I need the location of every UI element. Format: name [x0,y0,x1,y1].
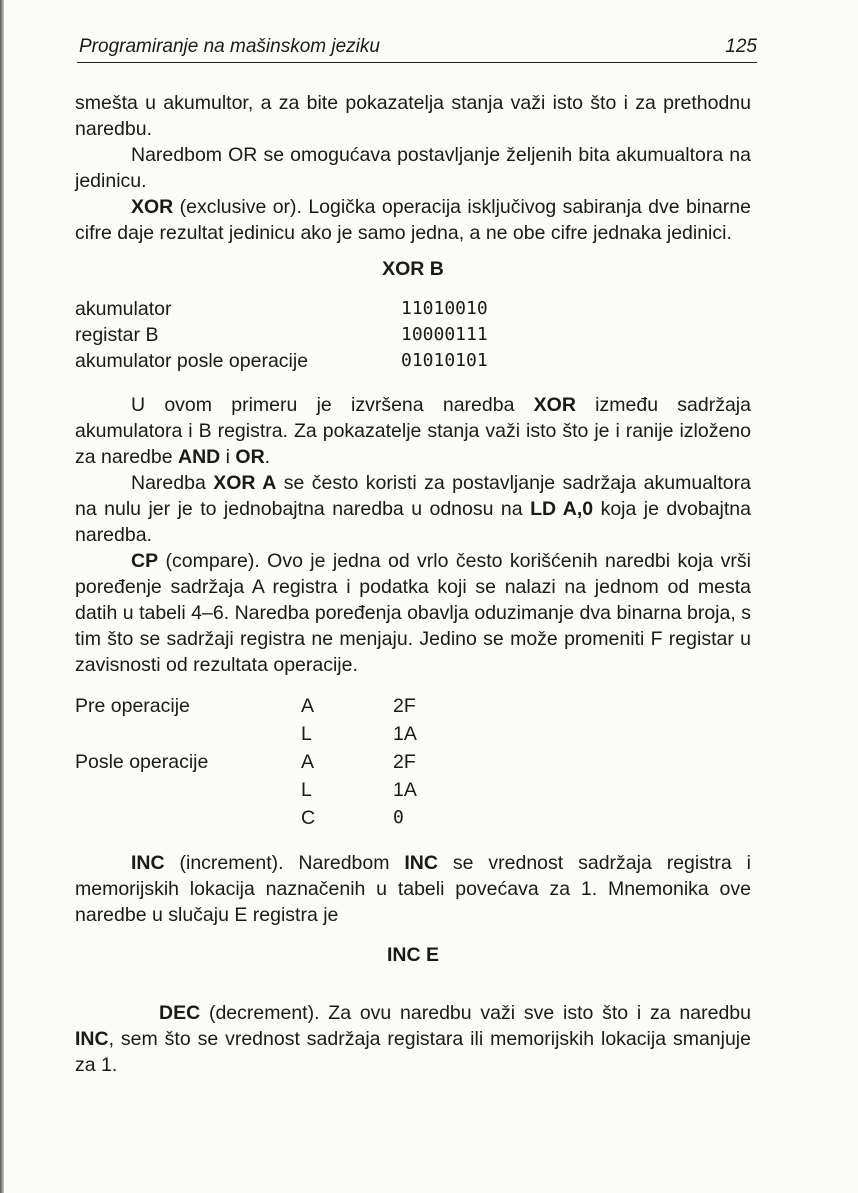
paragraph-cp [75,548,751,678]
text-run: . [264,446,271,468]
term-inc: INC [131,852,165,874]
paragraph-inc [75,850,751,928]
paragraph-continuation: smešta u akumultor, a za bite pokazatelja stanja važi isto što i za prethodnu naredbu. [75,92,751,140]
table-row [75,348,751,374]
inc-example-title: INC E [386,944,439,966]
text-run: (increment). Naredbom [164,852,405,874]
row-label: Posle operacije [75,751,209,773]
page-number: 125 [725,36,757,57]
text-run: se često koristi za postavljanje sadržaja akumualtora na nulu jer je to jednobajtna naredba u odnosu na [75,472,751,520]
paragraph-xor-text: (exclusive or). Logička operacija isključivog sabiranja dve binarne cifre daje rezultat jedinicu ako je samo jedna, a ne obe cifre jednaka jedinici. [75,196,751,244]
term-inc: INC [404,852,438,874]
text-run: (decrement). Za ovu naredbu važi sve isto što i za naredbu [200,1002,751,1024]
page-binding-edge [0,0,4,1193]
text-run: se vrednost sadržaja registra i memorijskih lokacija naznačenih u tabeli povećava za 1. Mnemonika ove naredbe u slučaju E registra je [75,852,751,926]
text-run: Naredba [131,472,214,494]
table-row [75,322,751,348]
row-value: 1A [393,723,417,745]
row-value: 01010101 [401,350,488,371]
row-register: C [301,807,316,829]
row-value: 2F [393,695,416,717]
term-xor: XOR [131,196,174,218]
row-register: L [301,723,312,745]
row-label: akumulator posle operacije [75,350,309,372]
term-ld-a0: LD A,0 [530,498,594,520]
row-value: 11010010 [401,298,488,319]
text-run: između sadržaja akumulatora i B registra. Za pokazatelje stanja važi isto što je i ranije izloženo za naredbe [75,394,751,468]
row-register: A [301,695,315,717]
text-run: , sem što se vrednost sadržaja registara ili memorijskih lokacija smanjuje za 1. [75,1028,751,1076]
term-xor: XOR [533,394,576,416]
term-xor-a: XOR A [213,472,277,494]
table-row [75,748,473,776]
running-title: Programiranje na mašinskom jeziku [79,36,380,57]
term-cp: CP [131,550,159,572]
paragraph-xor-explanation [75,392,751,470]
table-row [75,720,473,748]
xor-example-title: XOR B [382,258,444,280]
paragraph-dec [75,1000,751,1078]
row-label: registar B [75,324,159,346]
table-row [75,776,473,804]
term-and: AND [178,446,221,468]
row-register: L [301,779,312,801]
xor-example-table [75,296,751,374]
paragraph-xor [75,194,751,246]
term-dec: DEC [159,1002,201,1024]
paragraph-xor-a [75,470,751,548]
text-run: U ovom primeru je izvršena naredba [131,394,534,416]
page-header [77,36,757,63]
row-value: 10000111 [401,324,488,345]
row-register: A [301,751,315,773]
cp-example-table [75,692,473,832]
table-row [75,692,473,720]
term-inc: INC [75,1028,109,1050]
text-run: koja je dvobajtna naredba. [75,498,751,546]
row-label: Pre operacije [75,695,190,717]
page-body [75,90,751,1078]
table-row [75,296,751,322]
text-run: i [220,446,236,468]
row-label [75,720,301,748]
paragraph-or: Naredbom OR se omogućava postavljanje željenih bita akumualtora na jedinicu. [75,144,751,192]
row-value: 0 [393,807,404,828]
text-run: (compare). Ovo je jedna od vrlo često korišćenih naredbi koja vrši poređenje sadržaja A registra i podatka koji se nalazi na jednom od mesta datih u tabeli 4–6. Naredba poređenja obavlja oduzimanje dva binarna broja, s tim što se sadržaji registra ne menjaju. Jedino se može promeniti F registar u zavisnosti od rezultata operacije. [75,550,751,676]
row-value: 1A [393,779,417,801]
row-label [75,776,301,804]
row-value: 2F [393,751,416,773]
term-or: OR [235,446,265,468]
row-label [75,804,301,832]
table-row [75,804,473,832]
row-label: akumulator [75,298,172,320]
